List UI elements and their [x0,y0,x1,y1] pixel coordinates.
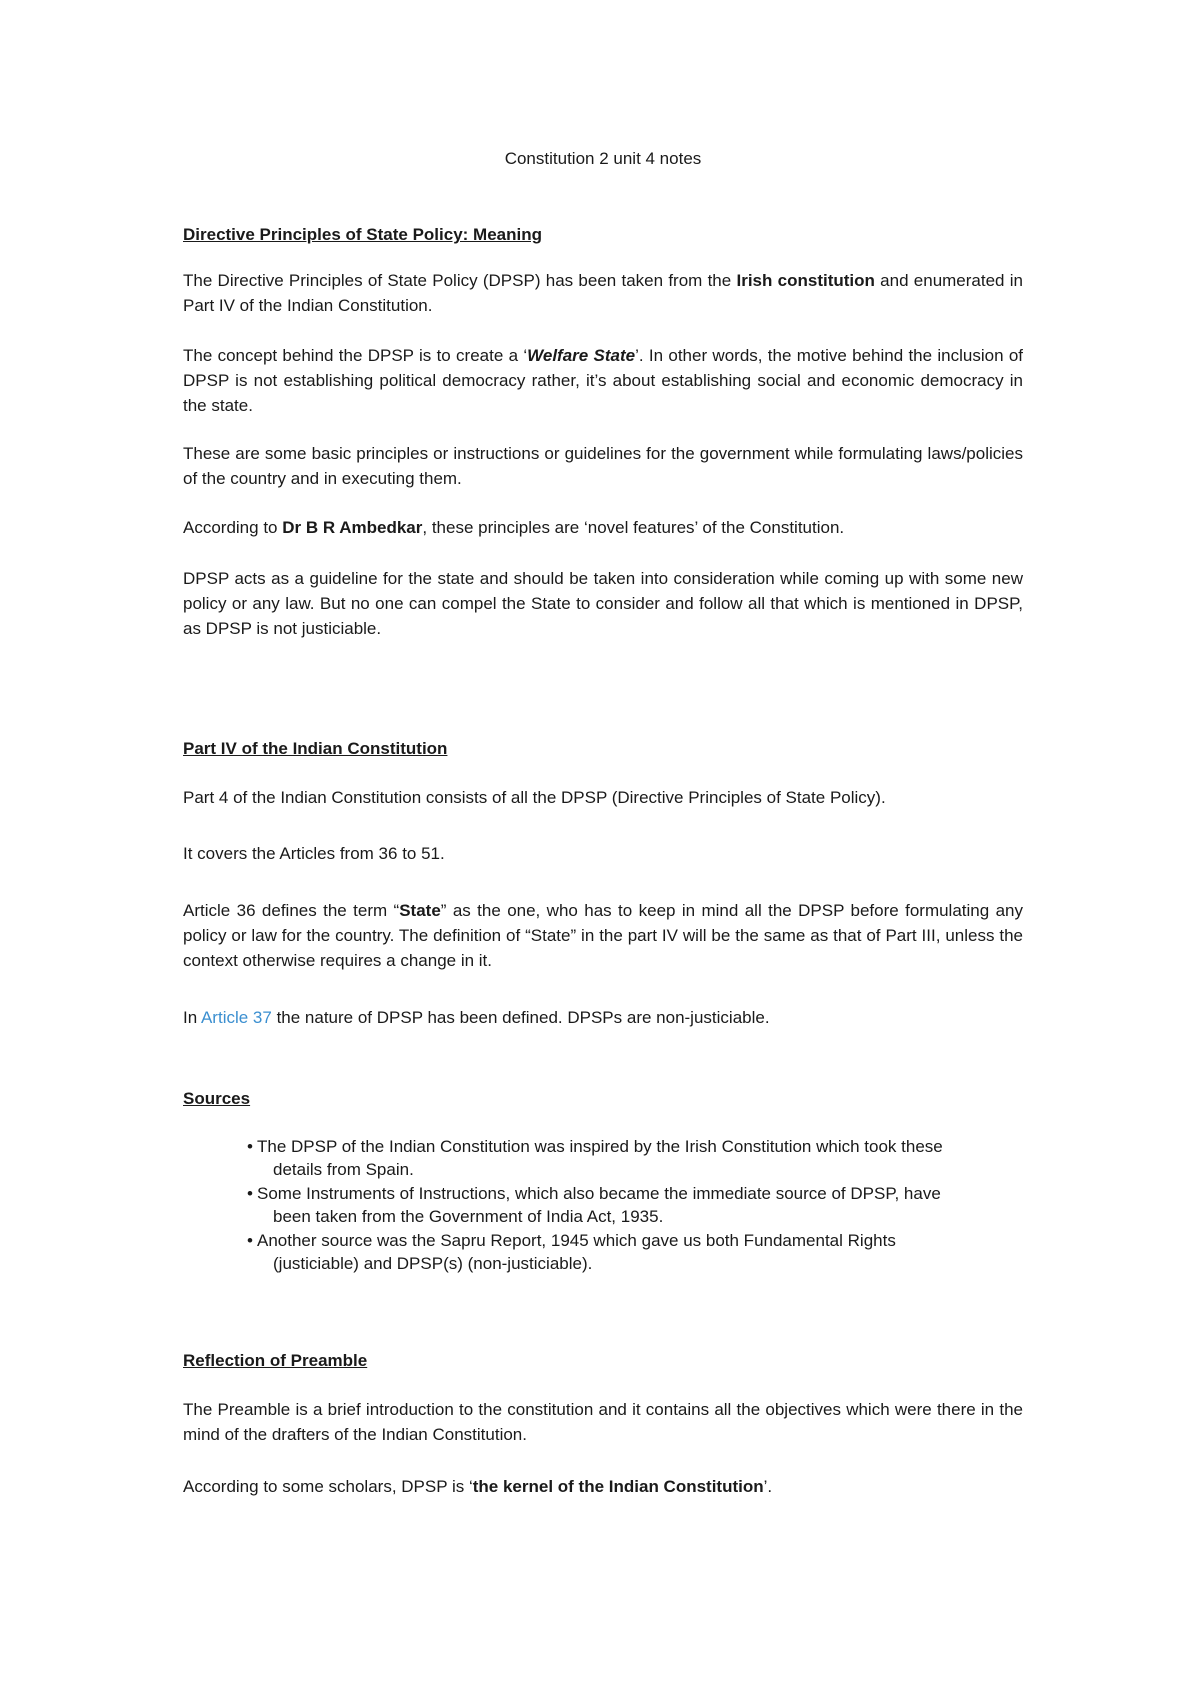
list-item: • The DPSP of the Indian Constitution was inspired by the Irish Constitution which took these details from Spain. [247,1137,943,1179]
section-heading-sources: Sources [183,1089,251,1108]
section-heading-preamble: Reflection of Preamble [183,1351,368,1370]
paragraph-meaning-1: The Directive Principles of State Policy (DPSP) has been taken from the Irish constitution and enumerated in Part IV of the Indian Constitution. [183,271,1023,315]
document-title: Constitution 2 unit 4 notes [504,149,702,168]
article-37-link[interactable]: Article 37 [200,1008,272,1027]
sources-list [247,1135,1023,1276]
section-heading-part-iv: Part IV of the Indian Constitution [183,739,448,758]
paragraph-meaning-5: DPSP acts as a guideline for the state and should be taken into consideration while coming up with some new policy or any law. But no one can compel the State to consider and follow all that which is mentioned in DPSP, as DPSP is not justiciable. [183,569,1023,638]
bullet-icon: • [247,1137,253,1156]
list-item: • Another source was the Sapru Report, 1945 which gave us both Fundamental Rights (justiciable) and DPSP(s) (non-justiciable). [247,1231,896,1273]
list-item: • Some Instruments of Instructions, which also became the immediate source of DPSP, have been taken from the Government of India Act, 1935. [247,1184,941,1226]
paragraph-preamble-1: The Preamble is a brief introduction to the constitution and it contains all the objectives which were there in the mind of the drafters of the Indian Constitution. [183,1400,1023,1444]
paragraph-preamble-2: According to some scholars, DPSP is ‘the kernel of the Indian Constitution’. [183,1477,773,1496]
section-heading-meaning: Directive Principles of State Policy: Meaning [183,225,542,244]
paragraph-meaning-4: According to Dr B R Ambedkar, these principles are ‘novel features’ of the Constitution. [183,518,845,537]
paragraph-meaning-2: The concept behind the DPSP is to create a ‘Welfare State’. In other words, the motive behind the inclusion of DPSP is not establishing political democracy rather, it’s about establishing social and economic democracy in the state. [183,346,1023,415]
paragraph-part-iv-4: In Article 37 the nature of DPSP has been defined. DPSPs are non-justiciable. [183,1008,770,1027]
paragraph-part-iv-2: It covers the Articles from 36 to 51. [183,844,445,863]
bullet-icon: • [247,1231,253,1250]
paragraph-part-iv-3: Article 36 defines the term “State” as the one, who has to keep in mind all the DPSP before formulating any policy or law for the country. The definition of “State” in the part IV will be the same as that of Part III, unless the context otherwise requires a change in it. [183,901,1023,970]
bullet-icon: • [247,1184,253,1203]
paragraph-part-iv-1: Part 4 of the Indian Constitution consists of all the DPSP (Directive Principles of State Policy). [183,788,886,807]
paragraph-meaning-3: These are some basic principles or instructions or guidelines for the government while formulating laws/policies of the country and in executing them. [183,444,1023,488]
